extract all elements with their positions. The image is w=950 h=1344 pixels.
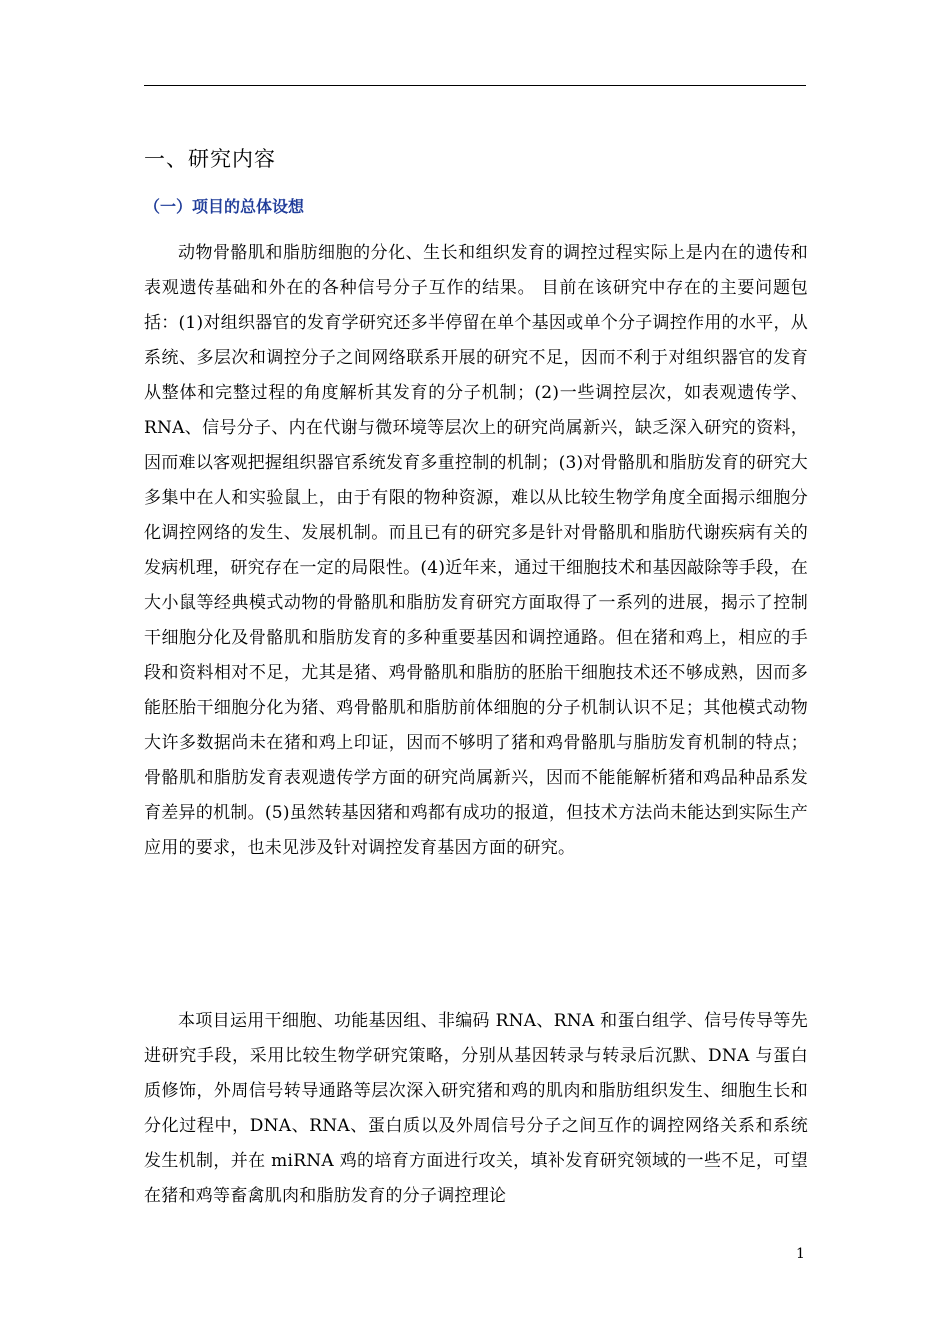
sub-heading: （一）项目的总体设想 — [144, 197, 305, 216]
body-paragraph-1: 动物骨骼肌和脂肪细胞的分化、生长和组织发育的调控过程实际上是内在的遗传和表观遗传基础和外在的各种信号分子互作的结果。 目前在该研究中存在的主要问题包括：(1)对组织器官的发育学研究还多半停留在单个基因或单个分子调控作用的水平，从系统、多层次和调控分子之间网络联系开展的研究不足，因而不利于对组织器官的发育从整体和完整过程的角度解析其发育的分子机制；(2)一些调控层次，如表观遗传学、RNA、信号分子、内在代谢与微环境等层次上的研究尚属新兴，缺乏深入研究的资料，因而难以客观把握组织器官系统发育多重控制的机制；(3)对骨骼肌和脂肪发育的研究大多集中在人和实验鼠上，由于有限的物种资源，难以从比较生物学角度全面揭示细胞分化调控网络的发生、发展机制。而且已有的研究多是针对骨骼肌和脂肪代谢疾病有关的发病机理，研究存在一定的局限性。(4)近年来，通过干细胞技术和基因敲除等手段，在大小鼠等经典模式动物的骨骼肌和脂肪发育研究方面取得了一系列的进展，揭示了控制干细胞分化及骨骼肌和脂肪发育的多种重要基因和调控通路。但在猪和鸡上，相应的手段和资料相对不足，尤其是猪、鸡骨骼肌和脂肪的胚胎干细胞技术还不够成熟，因而多能胚胎干细胞分化为猪、鸡骨骼肌和脂肪前体细胞的分子机制认识不足；其他模式动物大许多数据尚未在猪和鸡上印证，因而不够明了猪和鸡骨骼肌与脂肪发育机制的特点；骨骼肌和脂肪发育表观遗传学方面的研究尚属新兴，因而不能能解析猪和鸡品种品系发育差异的机制。(5)虽然转基因猪和鸡都有成功的报道，但技术方法尚未能达到实际生产应用的要求，也未见涉及针对调控发育基因方面的研究。 — [144, 243, 808, 858]
page-number: 1 — [796, 1246, 805, 1262]
header-rule — [144, 85, 806, 86]
section-heading: 一、研究内容 — [144, 147, 276, 171]
body-paragraph-2: 本项目运用干细胞、功能基因组、非编码 RNA、RNA 和蛋白组学、信号传导等先进研究手段，采用比较生物学研究策略，分别从基因转录与转录后沉默、DNA 与蛋白质修饰，外周信号转导通路等层次深入研究猪和鸡的肌肉和脂肪组织发生、细胞生长和分化过程中，DNA、RNA、蛋白质以及外周信号分子之间互作的调控网络关系和系统发生机制，并在 miRNA 鸡的培育方面进行攻关，填补发育研究领域的一些不足，可望在猪和鸡等畜禽肌肉和脂肪发育的分子调控理论 — [144, 1011, 808, 1206]
